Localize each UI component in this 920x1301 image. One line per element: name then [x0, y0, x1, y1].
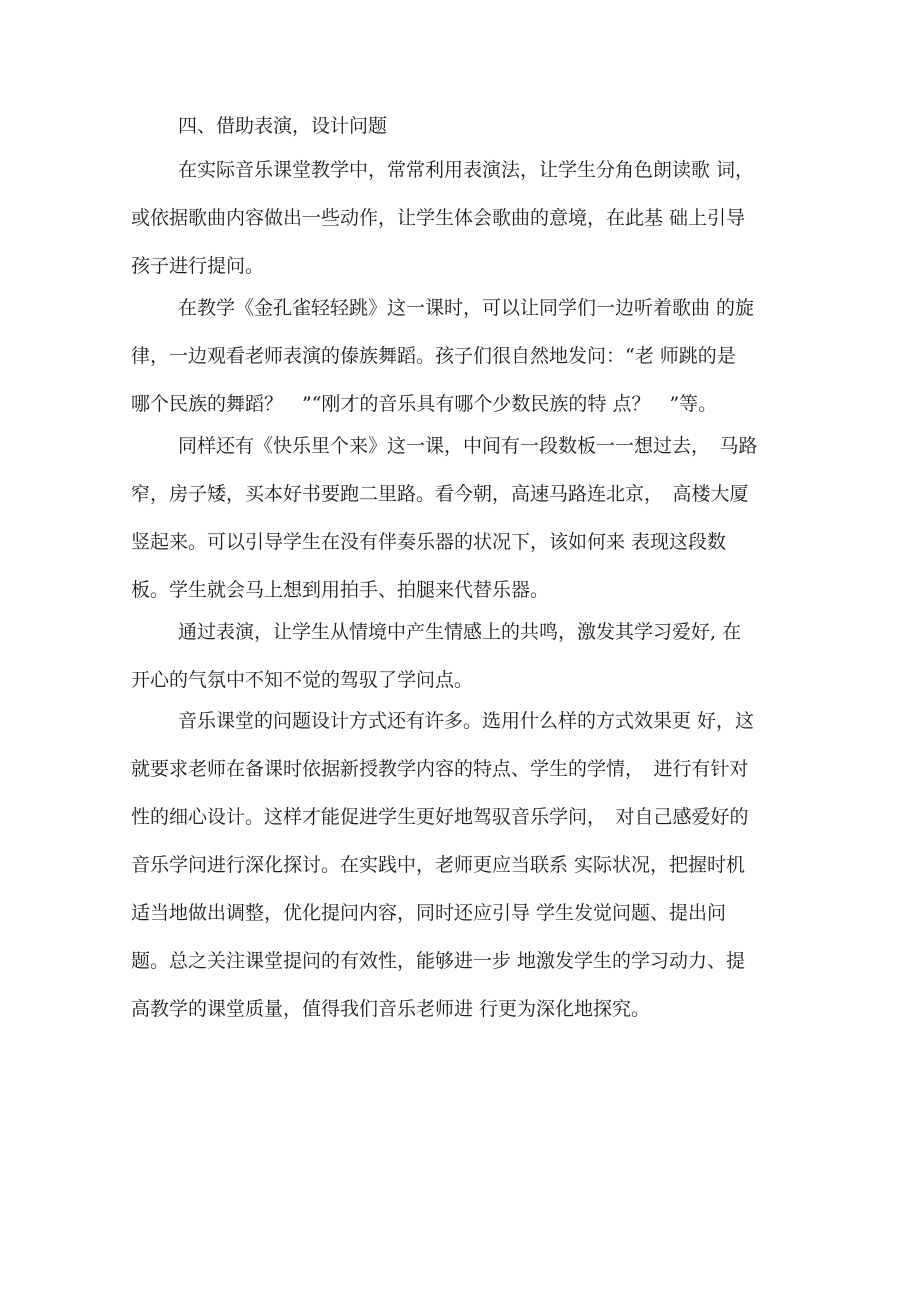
paragraph-line: 就要求老师在备课时依据新授教学内容的特点、学生的学情， 进行有针对 [131, 758, 749, 780]
paragraph-line: 题。总之关注课堂提问的有效性，能够进一步 地激发学生的学习动力、提 [131, 950, 746, 972]
paragraph-line: 音乐学问进行深化探讨。在实践中，老师更应当联系 实际状况，把握时机 [131, 854, 746, 876]
paragraph-line: 律，一边观看老师表演的傣族舞蹈。孩子们很自然地发问：“老 师跳的是 [131, 345, 736, 367]
section-heading: 四、借助表演，设计问题 [178, 115, 388, 137]
paragraph-2 [131, 284, 791, 428]
paragraph-line: 板。学生就会马上想到用拍手、拍腿来代替乐器。 [131, 579, 550, 601]
paragraph-line: 同样还有《快乐里个来》这一课，中间有一段数板一一想过去， 马路 [178, 435, 758, 457]
paragraph-line: 在实际音乐课堂教学中，常常利用表演法，让学生分角色朗读歌 词， [178, 159, 755, 181]
paragraph-line: 性的细心设计。这样才能促进学生更好地驾驭音乐学问， 对自己感爱好的 [131, 806, 749, 828]
paragraph-line: 哪个民族的舞蹈？ ”“刚才的音乐具有哪个少数民族的特 点？ ”等。 [131, 393, 718, 415]
paragraph-1 [131, 146, 791, 290]
paragraph-5 [131, 697, 791, 1033]
paragraph-line: 开心的气氛中不知不觉的驾驭了学问点。 [131, 669, 474, 691]
paragraph-line: 高教学的课堂质量，值得我们音乐老师进 行更为深化地探究。 [131, 998, 651, 1020]
paragraph-line: 孩子进行提问。 [131, 255, 265, 277]
paragraph-line: 窄，房子矮，买本好书要跑二里路。看今朝，高速马路连北京， 高楼大厦 [131, 483, 749, 505]
paragraph-line: 通过表演，让学生从情境中产生情感上的共鸣，激发其学习爱好, 在 [178, 621, 742, 643]
paragraph-line: 音乐课堂的问题设计方式还有许多。选用什么样的方式效果更 好，这 [178, 710, 755, 732]
paragraph-3 [131, 422, 791, 614]
paragraph-line: 适当地做出调整，优化提问内容，同时还应引导 学生发觉问题、提出问 [131, 902, 727, 924]
paragraph-line: 或依据歌曲内容做出一些动作，让学生体会歌曲的意境，在此基 础上引导 [131, 207, 746, 229]
paragraph-4 [131, 608, 791, 704]
paragraph-line: 竖起来。可以引导学生在没有伴奏乐器的状况下，该如何来 表现这段数 [131, 531, 727, 553]
paragraph-line: 在教学《金孔雀轻轻跳》这一课时，可以让同学们一边听着歌曲 的旋 [178, 297, 755, 319]
